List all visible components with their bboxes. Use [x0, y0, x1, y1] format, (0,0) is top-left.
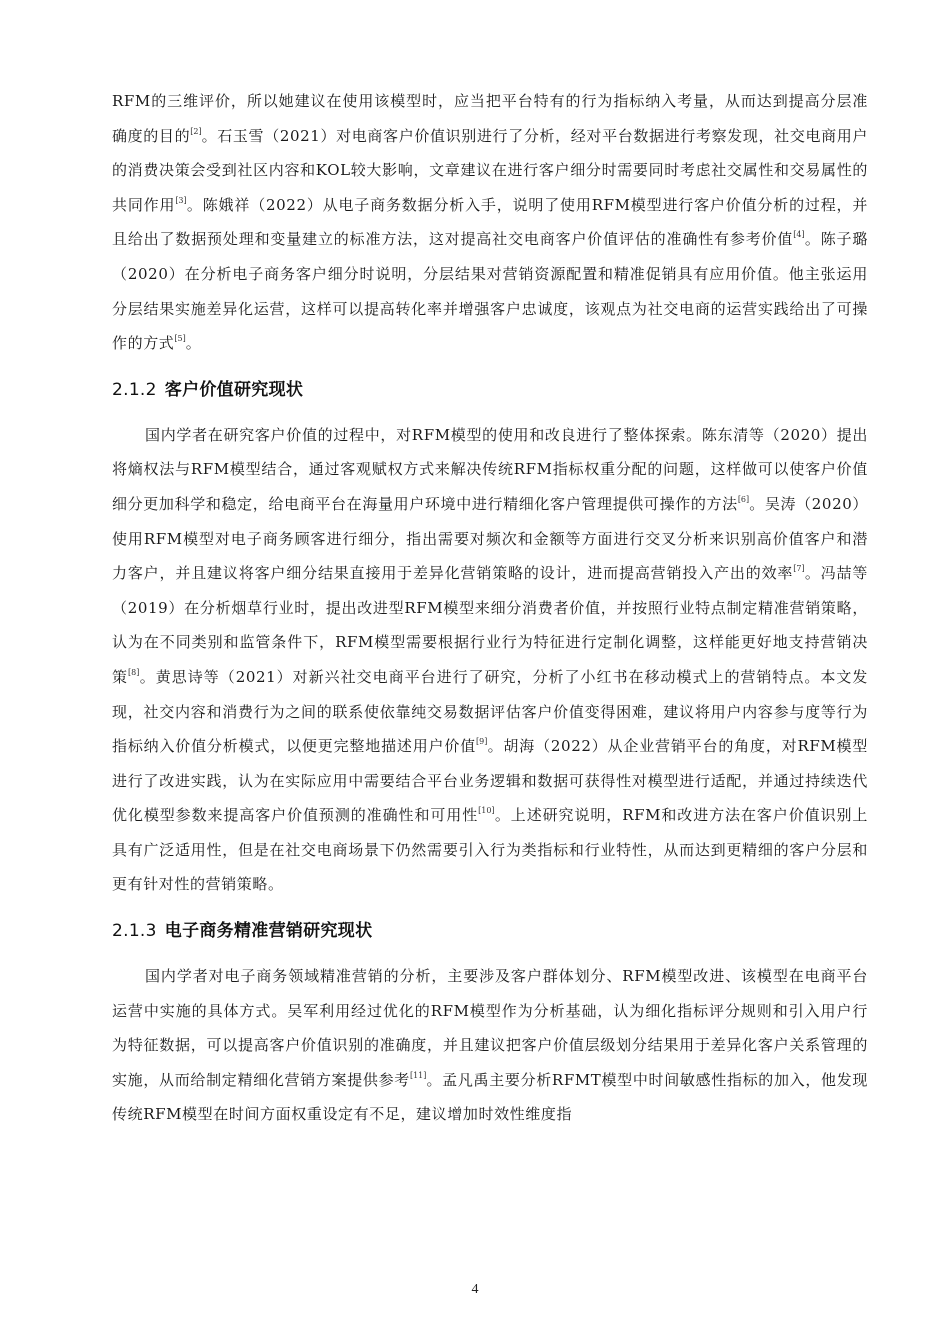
citation-ref: [2]: [190, 126, 202, 136]
text-run: 国内学者对电子商务领域精准营销的分析，主要涉及客户群体划分、RFM模型改进、该模型在电商平台运营中实施的具体方式。吴军利用经过优化的RFM模型作为分析基础，认为细化指标评分规则和引入用户行为特征数据，可以提高客户价值识别的准确度，并且建议把客户价值层级划分结果用于差异化客户关系管理的实施，从而给制定精细化营销方案提供参考: [112, 967, 868, 1089]
section-number: 2.1.3: [112, 921, 157, 942]
text-run: 。冯喆等（2019）在分析烟草行业时，提出改进型RFM模型来细分消费者价值，并按照行业特点制定精准营销策略，认为在不同类别和监管条件下，RFM模型需要根据行业行为特征进行定制化调整，这样能更好地支持营销决策: [112, 564, 868, 686]
text-run: 。: [185, 334, 202, 353]
text-run: 。上述研究说明，RFM和改进方法在客户价值识别上具有广泛适用性，但是在社交电商场景下仍然需要引入行为类指标和行业特性，从而达到更精细的客户分层和更有针对性的营销策略。: [112, 806, 868, 894]
section-heading-2-1-3: [112, 917, 868, 945]
section-title: 电子商务精准营销研究现状: [164, 921, 373, 942]
section-heading-2-1-2: [112, 376, 868, 404]
citation-ref: [5]: [174, 334, 186, 344]
text-run: 。胡海（2022）从企业营销平台的角度，对RFM模型进行了改进实践，认为在实际应用中需要结合平台业务逻辑和数据可获得性对模型进行适配，并通过持续迭代优化模型参数来提高客户价值预测的准确性和可用性: [112, 737, 868, 825]
citation-ref: [7]: [793, 564, 805, 574]
text-run: 。陈娥祥（2022）从电子商务数据分析入手，说明了使用RFM模型进行客户价值分析的过程，并且给出了数据预处理和变量建立的标准方法，这对提高社交电商客户价值评估的准确性有参考价值: [112, 195, 868, 249]
text-run: 。石玉雪（2021）对电商客户价值识别进行了分析，经对平台数据进行考察发现，社交电商用户的消费决策会受到社区内容和KOL较大影响，文章建议在进行客户细分时需要同时考虑社交属性和交易属性的共同作用: [112, 126, 868, 214]
citation-ref: [8]: [128, 667, 140, 677]
text-run: 。孟凡禹主要分析RFMT模型中时间敏感性指标的加入，他发现传统RFM模型在时间方面权重设定有不足，建议增加时效性维度指: [112, 1070, 868, 1124]
text-run: 。陈子璐（2020）在分析电子商务客户细分时说明，分层结果对营销资源配置和精准促销具有应用价值。他主张运用分层结果实施差异化运营，这样可以提高转化率并增强客户忠诚度，该观点为社交电商的运营实践给出了可操作的方式: [112, 230, 868, 353]
citation-ref: [3]: [175, 195, 187, 205]
paragraph-customer-value: [112, 418, 868, 902]
text-run: 。吴涛（2020）使用RFM模型对电子商务顾客进行细分，指出需要对频次和金额等方面进行交叉分析来识别高价值客户和潜力客户，并且建议将客户细分结果直接用于差异化营销策略的设计，进而提高营销投入产出的效率: [112, 494, 868, 583]
citation-ref: [9]: [476, 737, 488, 747]
section-number: 2.1.2: [112, 379, 157, 400]
text-run: 。黄思诗等（2021）对新兴社交电商平台进行了研究，分析了小红书在移动模式上的营销特点。本文发现，社交内容和消费行为之间的联系使依靠纯交易数据评估客户价值变得困难，建议将用户内容参与度等行为指标纳入价值分析模式，以便更完整地描述用户价值: [112, 667, 868, 756]
text-run: RFM的三维评价，所以她建议在使用该模型时，应当把平台特有的行为指标纳入考量，从而达到提高分层准确度的目的: [112, 92, 868, 145]
citation-ref: [6]: [737, 494, 750, 504]
citation-ref: [10]: [478, 806, 495, 816]
page-content: [112, 84, 868, 1132]
citation-ref: [11]: [409, 1070, 427, 1080]
page-number: 4: [471, 1282, 479, 1297]
text-run: 国内学者在研究客户价值的过程中，对RFM模型的使用和改良进行了整体探索。陈东清等（2020）提出将熵权法与RFM模型结合，通过客观赋权方式来解决传统RFM指标权重分配的问题，这样做可以使客户价值细分更加科学和稳定，给电商平台在海量用户环境中进行精细化客户管理提供可操作的方法: [112, 425, 868, 513]
section-title: 客户价值研究现状: [164, 379, 304, 400]
paragraph-precision-marketing: [112, 959, 868, 1132]
paragraph-rfm-review: [112, 84, 868, 361]
citation-ref: [4]: [793, 230, 805, 240]
